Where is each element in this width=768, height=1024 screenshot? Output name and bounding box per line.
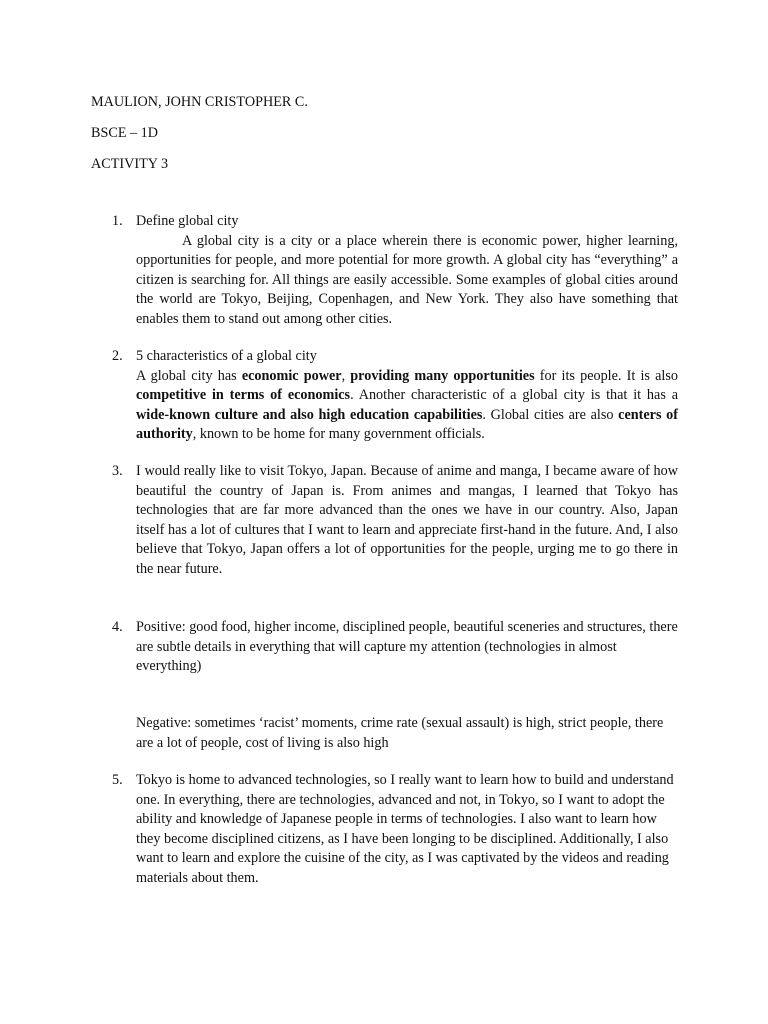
text-segment: . Global cities are also — [482, 406, 619, 423]
item-paragraph: I would really like to visit Tokyo, Japan. Because of anime and manga, I became aware of how beautiful the country of Japan is. From animes and mangas, I learned that Tokyo has technologies that are far more advanced than the ones we have in our country. Also, Japan itself has a lot of cultures that I want to learn and appreciate first-hand in the future. And, I also believe that Tokyo, Japan offers a lot of opportunities for the people, urging me to go there in the near future. — [136, 463, 678, 577]
item-paragraph — [136, 367, 678, 445]
negative-text: Negative: sometimes ‘racist’ moments, crime rate (sexual assault) is high, strict people, there are a lot of people, cost of living is also high — [136, 715, 664, 751]
bold-phrase: centers of authority — [136, 406, 678, 442]
item-number: 5. — [112, 772, 123, 788]
list-item-5 — [112, 771, 678, 888]
text-segment: . Another characteristic of a global city is that it has a — [350, 387, 678, 403]
bold-phrase: competitive in terms of economics — [136, 387, 351, 403]
item-number: 2. — [112, 348, 123, 364]
list-item-4-negative — [112, 714, 678, 753]
bold-phrase: providing many opportunities — [350, 367, 535, 384]
section-label: BSCE – 1D — [91, 125, 159, 141]
list-item-1 — [112, 212, 678, 329]
list-item-4 — [112, 618, 678, 677]
text-segment: , known to be home for many government officials. — [192, 426, 485, 442]
text-segment: for its people. It is also — [534, 367, 678, 384]
item-title: 5 characteristics of a global city — [136, 348, 317, 364]
item-paragraph: Tokyo is home to advanced technologies, so I really want to learn how to build and understand one. In everything, there are technologies, advanced and not, in Tokyo, so I want to adopt the ability and knowledge of Japanese people in terms of technologies. I also want to learn how they become disciplined citizens, as I have been longing to be disciplined. Additionally, I also want to learn and explore the cuisine of the city, as I was captivated by the videos and reading materials about them. — [136, 772, 674, 886]
item-number: 3. — [112, 463, 123, 479]
item-number: 4. — [112, 619, 123, 635]
list-item-2 — [112, 347, 678, 445]
student-name: MAULION, JOHN CRISTOPHER C. — [91, 94, 308, 110]
item-number: 1. — [112, 213, 123, 229]
bold-phrase: economic power — [241, 367, 342, 384]
text-segment: A global city has — [136, 367, 242, 384]
item-title: Define global city — [136, 213, 239, 229]
list-item-3 — [112, 462, 678, 579]
text-segment: , — [341, 367, 351, 384]
positive-text: Positive: good food, higher income, disciplined people, beautiful sceneries and structures, there are subtle details in everything that will capture my attention (technologies in almost everything) — [136, 619, 678, 674]
item-paragraph: A global city is a city or a place wherein there is economic power, higher learning, opportunities for people, and more potential for more growth. A global city has “everything” a citizen is searching for. All things are easily accessible. Some examples of global cities around the world are Tokyo, Beijing, Copenhagen, and New York. They also have something that enables them to stand out among other cities. — [136, 232, 678, 327]
activity-title: ACTIVITY 3 — [91, 156, 169, 172]
bold-phrase: wide-known culture and also high education capabilities — [136, 406, 483, 423]
